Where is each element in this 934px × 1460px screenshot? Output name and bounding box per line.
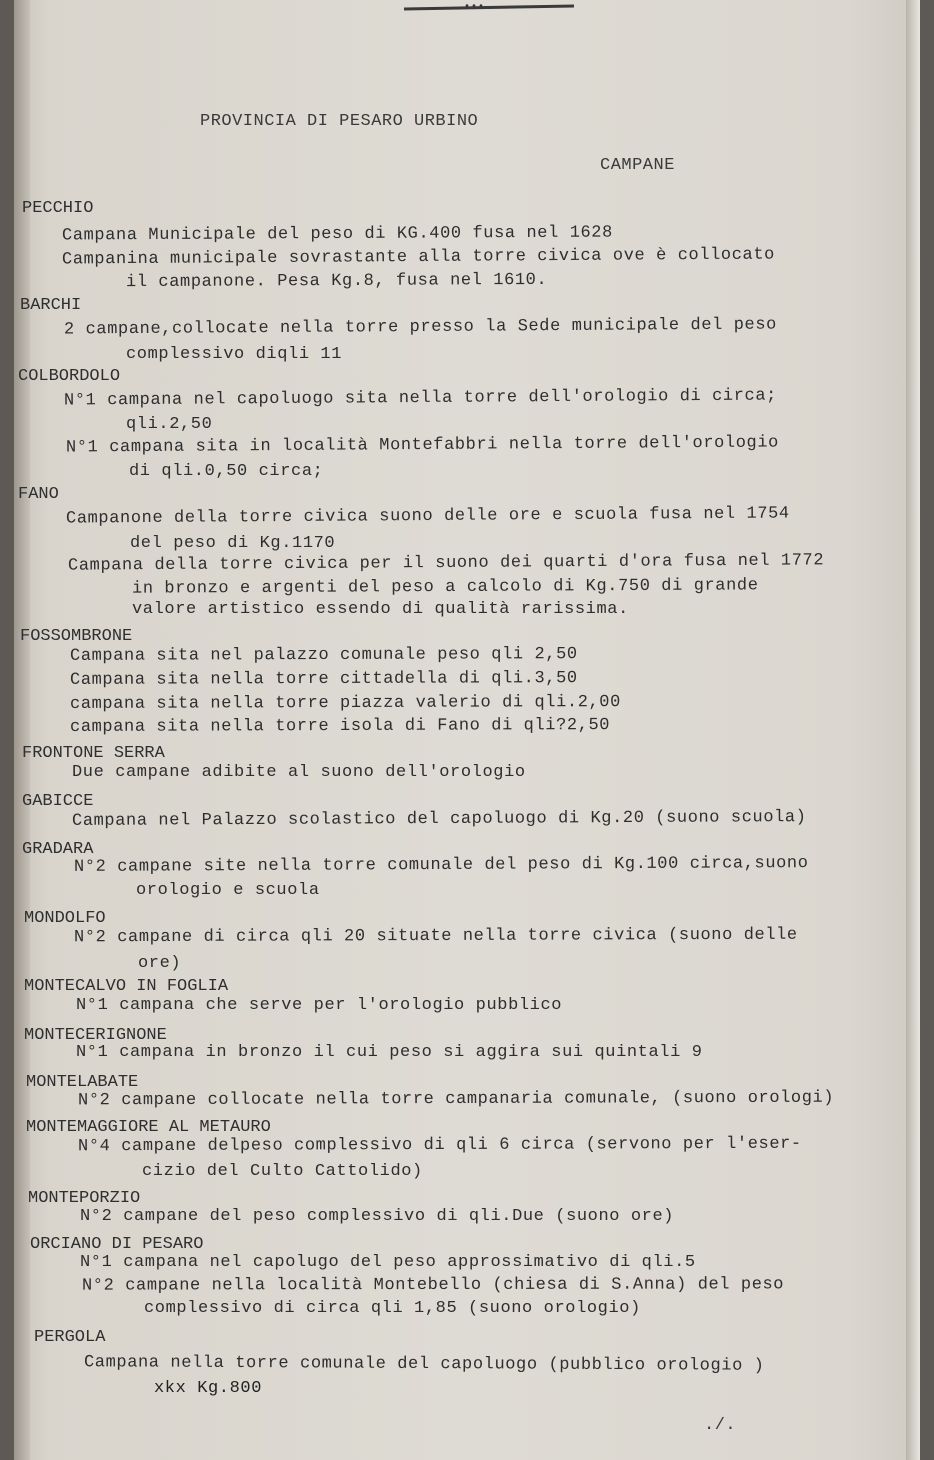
document-page bbox=[14, 0, 920, 1460]
entry-line: del peso di Kg.1170 bbox=[130, 534, 336, 553]
continuation-mark: ./. bbox=[704, 1416, 737, 1435]
entry-line: N°1 campana sita in località Montefabbri nella torre dell'orologio bbox=[65, 433, 779, 458]
entry-line: complessivo diqli 11 bbox=[126, 345, 343, 364]
entry-line: campana sita nella torre isola di Fano di qli?2,50 bbox=[69, 716, 611, 737]
province-heading: PROVINCIA DI PESARO URBINO bbox=[200, 112, 479, 131]
place-name: MONTECERIGNONE bbox=[24, 1026, 167, 1045]
place-name: MONDOLFO bbox=[24, 909, 106, 928]
entry-line: ore) bbox=[138, 954, 182, 973]
place-name: PECCHIO bbox=[22, 199, 94, 218]
entry-line: valore artistico essendo di qualità rarissima. bbox=[132, 600, 629, 619]
entry-line: N°1 campana nel capolugo del peso approssimativo di qli.5 bbox=[80, 1253, 696, 1272]
entry-line: 2 campane,collocate nella torre presso la Sede municipale del peso bbox=[63, 315, 777, 340]
place-name: FOSSOMBRONE bbox=[20, 627, 133, 646]
entry-line: N°1 campana nel capoluogo sita nella torre dell'orologio di circa; bbox=[63, 386, 777, 411]
entry-line: Campana sita nella torre cittadella di qli.3,50 bbox=[69, 669, 578, 690]
entry-line: Campana Municipale del peso di KG.400 fusa nel 1628 bbox=[61, 223, 613, 246]
entry-line: qli.2,50 bbox=[126, 415, 213, 434]
place-name: FRONTONE SERRA bbox=[22, 744, 165, 763]
subject-heading: CAMPANE bbox=[600, 156, 675, 175]
entry-line: Campana nella torre comunale del capoluogo (pubblico orologio ) bbox=[83, 1353, 765, 1376]
entry-line: campana sita nella torre piazza valerio di qli.2,00 bbox=[69, 693, 621, 714]
place-name: FANO bbox=[18, 485, 59, 504]
place-name: MONTEMAGGIORE AL METAURO bbox=[26, 1118, 271, 1137]
page-left-edge bbox=[14, 0, 30, 1460]
entry-line: Campana nel Palazzo scolastico del capoluogo di Kg.20 (suono scuola) bbox=[71, 808, 807, 831]
entry-line: Campana della torre civica per il suono dei quarti d'ora fusa nel 1772 bbox=[67, 551, 825, 576]
entry-line: N°2 campane site nella torre comunale del peso di Kg.100 circa,suono bbox=[73, 854, 809, 877]
place-name: ORCIANO DI PESARO bbox=[30, 1235, 204, 1254]
entry-line: Campanina municipale sovrastante alla torre civica ove è collocato bbox=[61, 245, 775, 270]
entry-line: N°1 campana in bronzo il cui peso si aggira sui quintali 9 bbox=[76, 1043, 703, 1062]
entry-line: xkx Kg.800 bbox=[154, 1379, 263, 1398]
entry-line: complessivo di circa qli 1,85 (suono orologio) bbox=[144, 1299, 641, 1318]
entry-line: di qli.0,50 circa; bbox=[129, 462, 324, 481]
entry-line: cizio del Culto Cattolido) bbox=[142, 1162, 423, 1181]
place-name: MONTELABATE bbox=[26, 1073, 139, 1092]
entry-line: orologio e scuola bbox=[136, 881, 320, 900]
place-name: GABICCE bbox=[22, 792, 94, 811]
entry-line: N°2 campane di circa qli 20 situate nella torre civica (suono delle bbox=[73, 925, 798, 948]
place-name: COLBORDOLO bbox=[18, 367, 121, 386]
place-name: MONTEPORZIO bbox=[28, 1189, 141, 1208]
entry-line: in bronzo e argenti del peso a calcolo di Kg.750 di grande bbox=[131, 576, 759, 599]
place-name: BARCHI bbox=[20, 296, 82, 315]
entry-line: Campanone della torre civica suono delle ore e scuola fusa nel 1754 bbox=[65, 504, 790, 529]
page-right-edge bbox=[906, 0, 920, 1460]
entry-line: N°2 campane nella località Montebello (chiesa di S.Anna) del peso bbox=[81, 1275, 785, 1296]
entry-line: Due campane adibite al suono dell'orologio bbox=[72, 763, 526, 782]
entry-line: N°2 campane del peso complessivo di qli.Due (suono ore) bbox=[80, 1207, 675, 1226]
entry-line: Campana sita nel palazzo comunale peso qli 2,50 bbox=[69, 645, 578, 666]
entry-line: N°1 campana che serve per l'orologio pubblico bbox=[76, 996, 563, 1015]
entry-line: N°2 campane collocate nella torre campanaria comunale, (suono orologi) bbox=[77, 1088, 835, 1111]
entry-line: il campanone. Pesa Kg.8, fusa nel 1610. bbox=[125, 270, 548, 293]
place-name: MONTECALVO IN FOGLIA bbox=[24, 977, 229, 996]
top-binding-mark: ••• bbox=[314, 0, 594, 14]
place-name: PERGOLA bbox=[34, 1328, 106, 1347]
place-name: GRADARA bbox=[22, 840, 94, 859]
entry-line: N°4 campane delpeso complessivo di qli 6 circa (servono per l'eser- bbox=[77, 1134, 802, 1157]
